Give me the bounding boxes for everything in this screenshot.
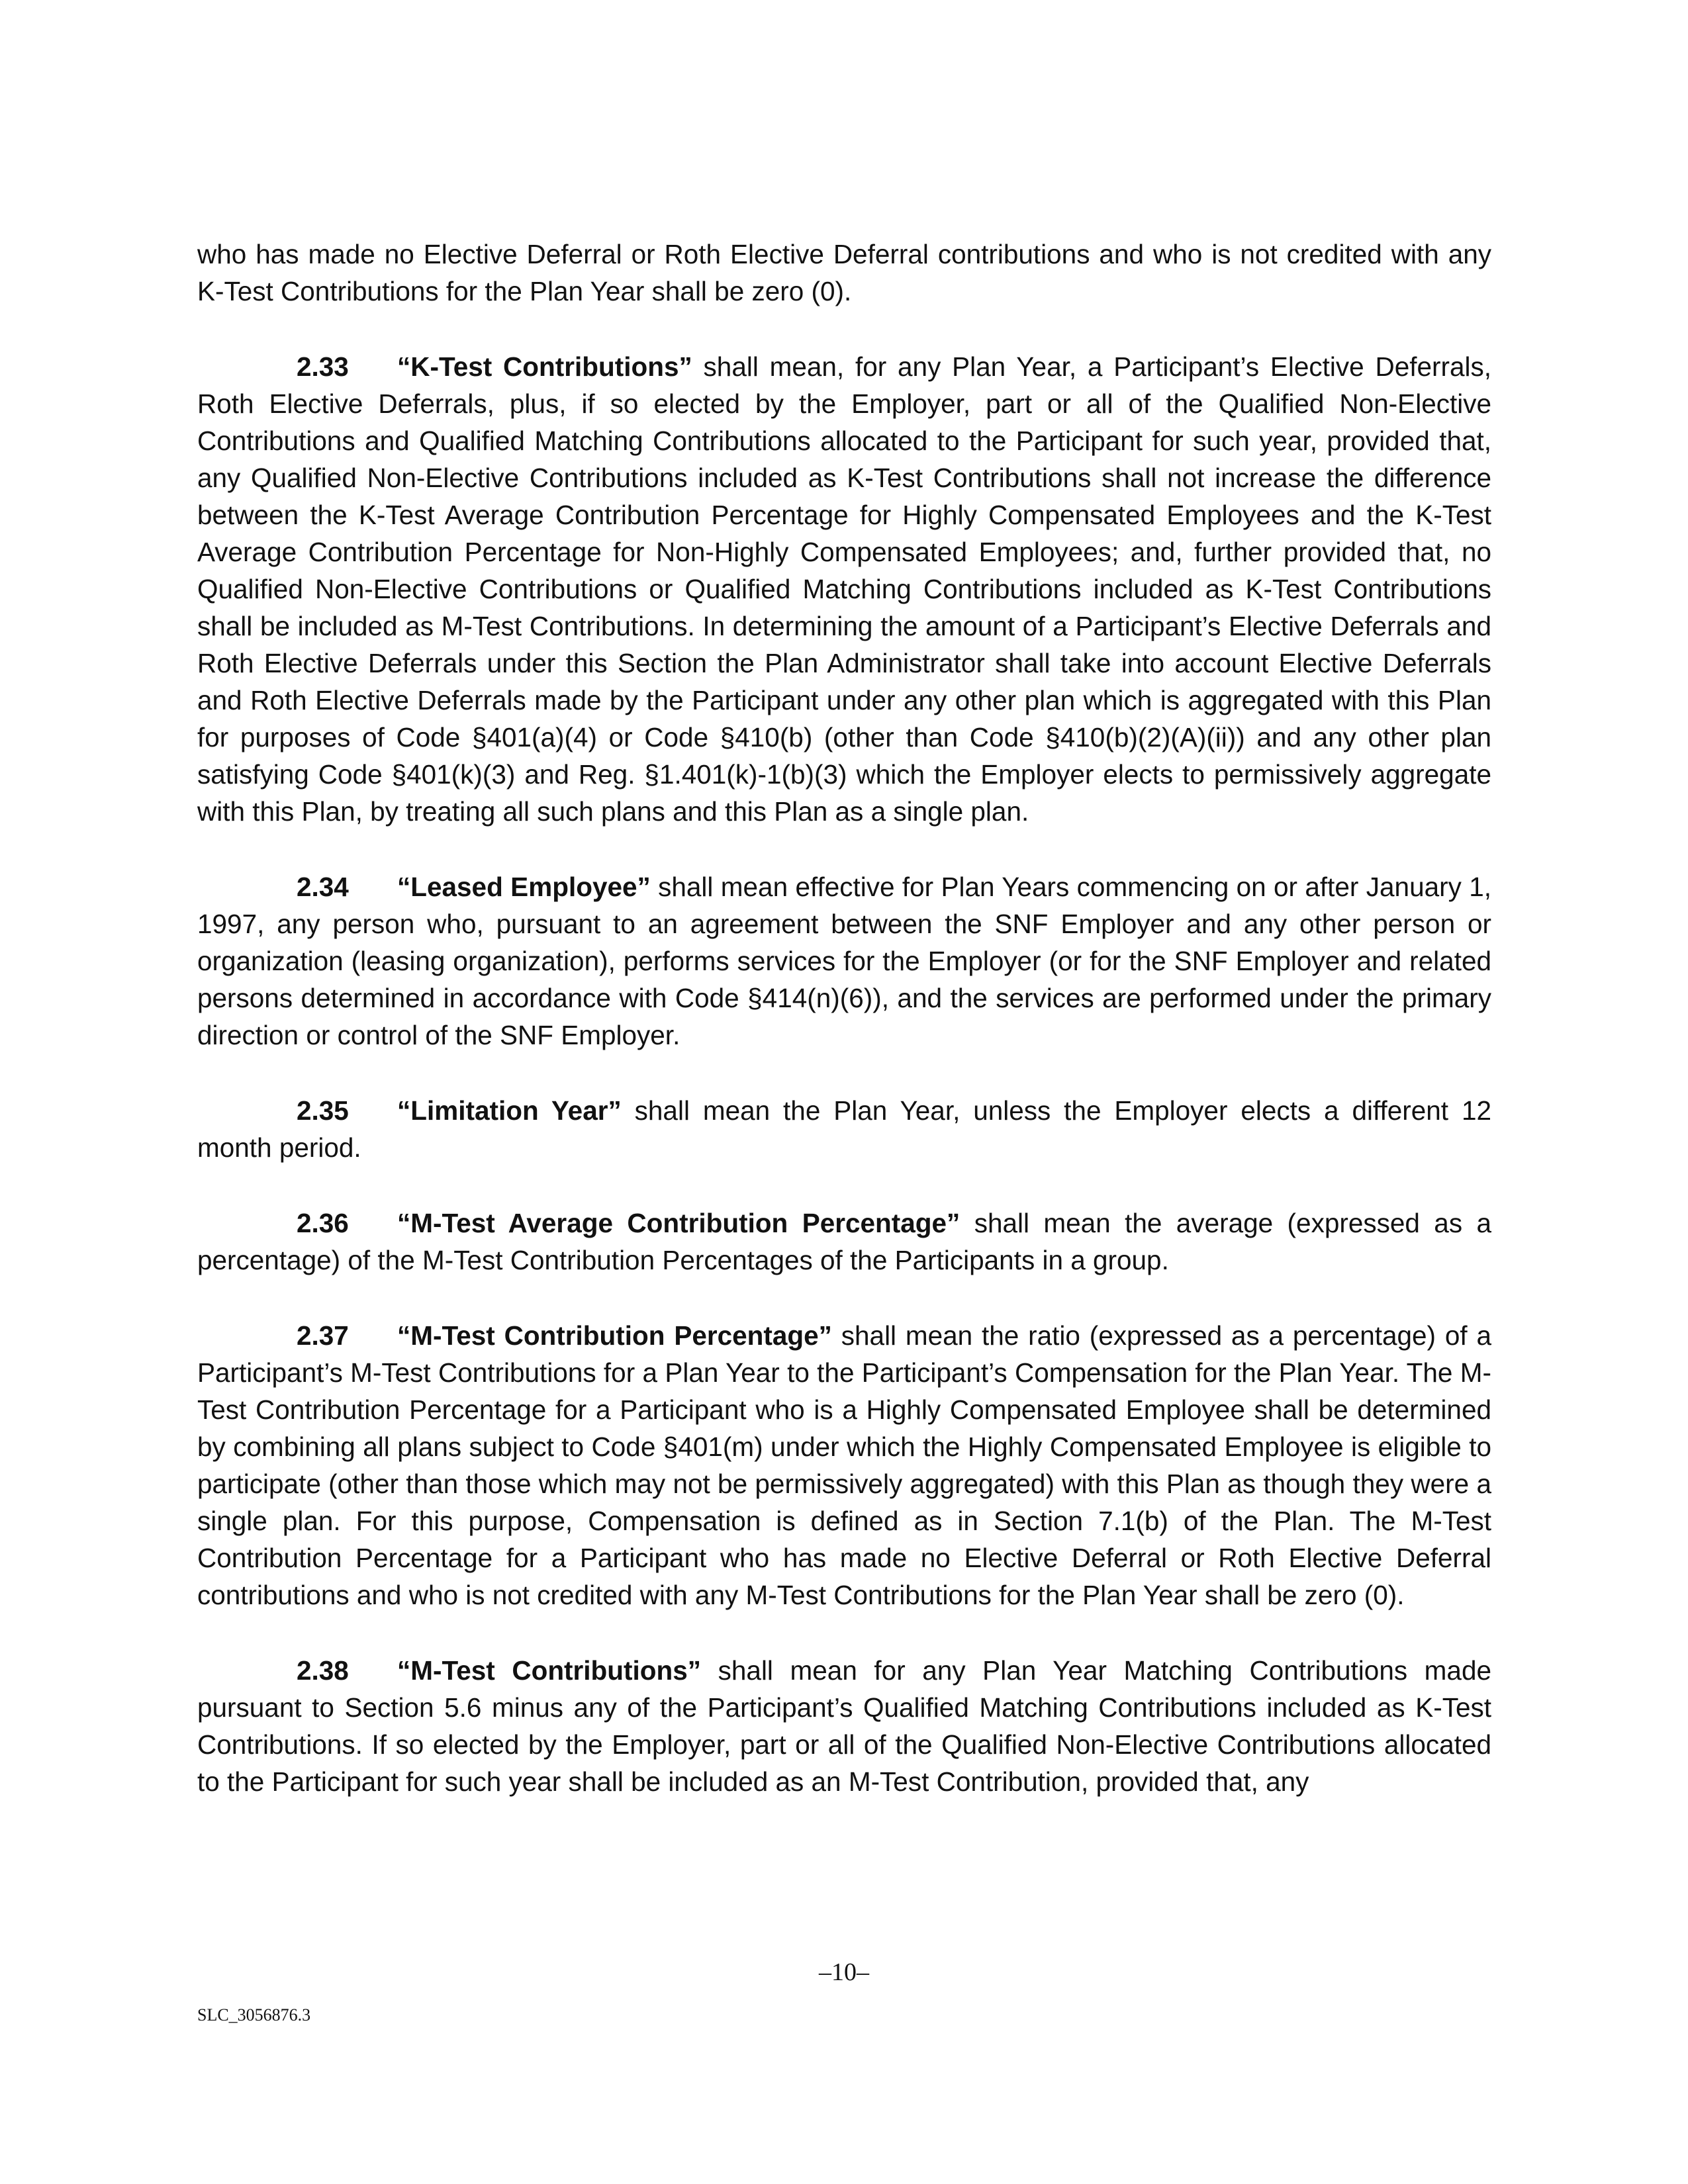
section-2-35	[197, 1092, 1491, 1166]
defined-term: “K-Test Contributions”	[397, 351, 692, 382]
section-2-37	[197, 1317, 1491, 1614]
defined-term: “M-Test Contribution Percentage”	[397, 1320, 832, 1351]
section-2-38	[197, 1652, 1491, 1800]
document-body	[197, 236, 1491, 1839]
section-text: shall mean effective for Plan Years commencing on or after January 1, 1997, any person who, pursuant to an agreement between the SNF Employer and any other person or organization (leasing organization), performs services for the Employer (or for the SNF Employer and related persons determined in accordance with Code §414(n)(6)), and the services are performed under the primary direction or control of the SNF Employer.	[197, 872, 1491, 1050]
section-text: shall mean, for any Plan Year, a Participant’s Elective Deferrals, Roth Elective Deferrals, plus, if so elected by the Employer, part or all of the Qualified Non-Elective Contributions and Qualified Matching Contributions allocated to the Participant for such year, provided that, any Qualified Non-Elective Contributions included as K-Test Contributions shall not increase the difference between the K-Test Average Contribution Percentage for Highly Compensated Employees and the K-Test Average Contribution Percentage for Non-Highly Compensated Employees; and, further provided that, no Qualified Non-Elective Contributions or Qualified Matching Contributions included as K-Test Contributions shall be included as M-Test Contributions. In determining the amount of a Participant’s Elective Deferrals and Roth Elective Deferrals under this Section the Plan Administrator shall take into account Elective Deferrals and Roth Elective Deferrals made by the Participant under any other plan which is aggregated with this Plan for purposes of Code §401(a)(4) or Code §410(b) (other than Code §410(b)(2)(A)(ii)) and any other plan satisfying Code §401(k)(3) and Reg. §1.401(k)-1(b)(3) which the Employer elects to permissively aggregate with this Plan, by treating all such plans and this Plan as a single plan.	[197, 351, 1492, 827]
page-number: –10–	[819, 1958, 869, 1986]
section-number: 2.36	[297, 1208, 349, 1238]
defined-term: “M-Test Contributions”	[397, 1655, 702, 1686]
continuation-text: who has made no Elective Deferral or Roth Elective Deferral contributions and who is not credited with any K-Test Contributions for the Plan Year shall be zero (0).	[197, 239, 1491, 306]
section-text: shall mean the ratio (expressed as a percentage) of a Participant’s M-Test Contributions for a Plan Year to the Participant’s Compensation for the Plan Year. The M-Test Contribution Percentage for a Participant who is a Highly Compensated Employee shall be determined by combining all plans subject to Code §401(m) under which the Highly Compensated Employee is eligible to participate (other than those which may not be permissively aggregated) with this Plan as though they were a single plan. For this purpose, Compensation is defined as in Section 7.1(b) of the Plan. The M-Test Contribution Percentage for a Participant who has made no Elective Deferral or Roth Elective Deferral contributions and who is not credited with any M-Test Contributions for the Plan Year shall be zero (0).	[197, 1320, 1491, 1610]
document-id: SLC_3056876.3	[197, 2005, 311, 2025]
defined-term: “Leased Employee”	[397, 872, 651, 902]
defined-term: “Limitation Year”	[397, 1095, 622, 1126]
section-text: shall mean the average (expressed as a percentage) of the M-Test Contribution Percentages of the Participants in a group.	[197, 1208, 1491, 1275]
continuation-paragraph	[197, 236, 1491, 310]
section-number: 2.33	[297, 351, 349, 382]
section-2-33	[197, 348, 1491, 830]
section-number: 2.38	[297, 1655, 349, 1686]
section-2-34	[197, 868, 1491, 1054]
section-text: shall mean the Plan Year, unless the Employer elects a different 12 month period.	[197, 1095, 1492, 1163]
section-number: 2.37	[297, 1320, 349, 1351]
section-number: 2.35	[297, 1095, 349, 1126]
section-2-36	[197, 1205, 1491, 1279]
section-text: shall mean for any Plan Year Matching Contributions made pursuant to Section 5.6 minus any of the Participant’s Qualified Matching Contributions included as K-Test Contributions. If so elected by the Employer, part or all of the Qualified Non-Elective Contributions allocated to the Participant for such year shall be included as an M-Test Contribution, provided that, any	[197, 1655, 1491, 1797]
defined-term: “M-Test Average Contribution Percentage”	[397, 1208, 961, 1238]
section-number: 2.34	[297, 872, 349, 902]
